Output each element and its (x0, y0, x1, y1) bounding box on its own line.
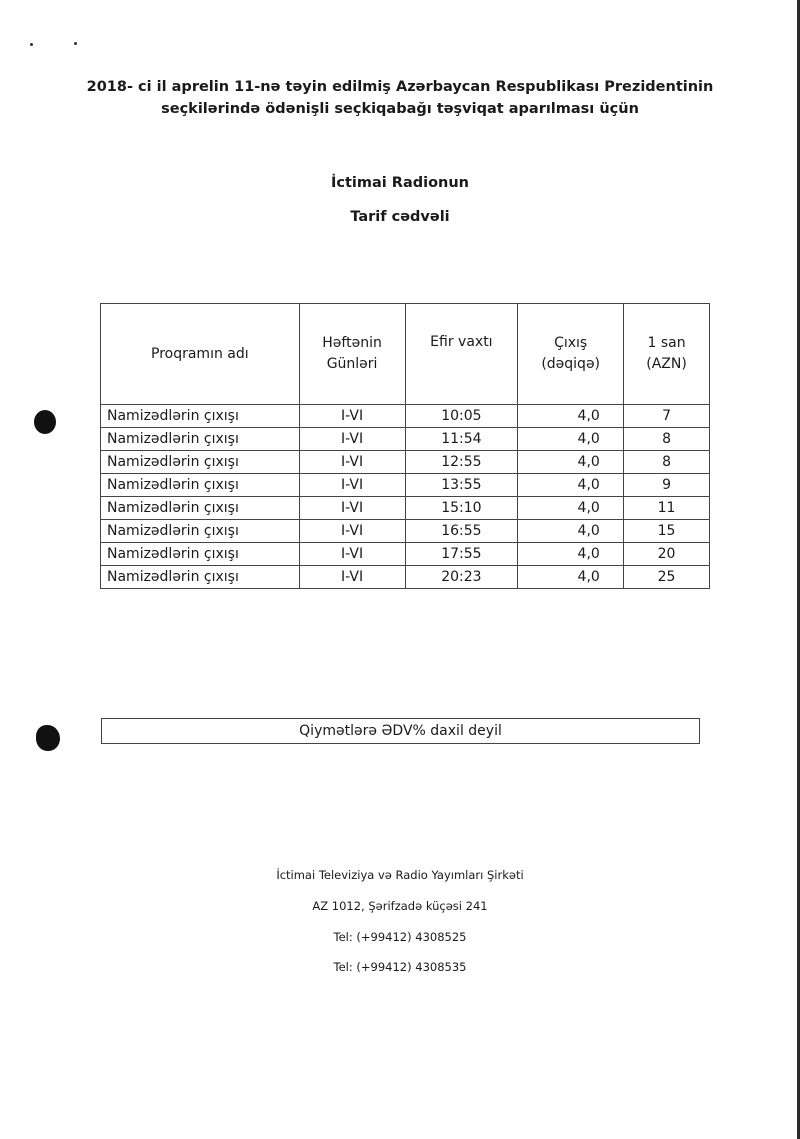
cell-price: 8 (624, 428, 710, 451)
cell-duration: 4,0 (518, 497, 624, 520)
cell-price: 25 (624, 566, 710, 589)
cell-program: Namizədlərin çıxışı (101, 428, 300, 451)
cell-price: 8 (624, 451, 710, 474)
cell-program: Namizədlərin çıxışı (101, 543, 300, 566)
cell-days: I-VI (299, 405, 405, 428)
cell-time: 16:55 (405, 520, 518, 543)
cell-program: Namizədlərin çıxışı (101, 497, 300, 520)
scan-speck (30, 43, 33, 46)
table-row (101, 497, 710, 520)
table-row (101, 520, 710, 543)
cell-duration: 4,0 (518, 566, 624, 589)
cell-program: Namizədlərin çıxışı (101, 566, 300, 589)
header-duration: Çıxış (dəqiqə) (518, 304, 624, 405)
cell-time: 13:55 (405, 474, 518, 497)
punch-hole (34, 410, 56, 434)
cell-duration: 4,0 (518, 543, 624, 566)
cell-days: I-VI (299, 428, 405, 451)
table-row (101, 451, 710, 474)
cell-time: 15:10 (405, 497, 518, 520)
cell-price: 7 (624, 405, 710, 428)
table-row (101, 566, 710, 589)
cell-duration: 4,0 (518, 474, 624, 497)
footer-phone-1: Tel: (+99412) 4308525 (333, 930, 467, 944)
header-price: 1 san (AZN) (624, 304, 710, 405)
document-title: Tarif cədvəli (350, 209, 450, 225)
cell-price: 11 (624, 497, 710, 520)
cell-program: Namizədlərin çıxışı (101, 474, 300, 497)
organization-name: İctimai Radionun (330, 175, 470, 191)
cell-days: I-VI (299, 520, 405, 543)
cell-price: 15 (624, 520, 710, 543)
table-row (101, 405, 710, 428)
heading-line-1: 2018- ci il aprelin 11-nə təyin edilmiş Azərbaycan Respublikası Prezidentinin (86, 79, 714, 95)
cell-program: Namizədlərin çıxışı (101, 405, 300, 428)
table-row (101, 428, 710, 451)
cell-time: 12:55 (405, 451, 518, 474)
cell-price: 20 (624, 543, 710, 566)
header-program-name: Proqramın adı (101, 304, 300, 405)
cell-program: Namizədlərin çıxışı (101, 451, 300, 474)
cell-days: I-VI (299, 543, 405, 566)
table-row (101, 543, 710, 566)
cell-days: I-VI (299, 474, 405, 497)
heading-line-2: seçkilərində ödənişli seçkiqabağı təşviqat aparılması üçün (161, 101, 639, 117)
cell-program: Namizədlərin çıxışı (101, 520, 300, 543)
cell-duration: 4,0 (518, 428, 624, 451)
cell-time: 20:23 (405, 566, 518, 589)
cell-time: 10:05 (405, 405, 518, 428)
cell-duration: 4,0 (518, 451, 624, 474)
document-heading (0, 76, 800, 120)
cell-days: I-VI (299, 497, 405, 520)
vat-note: Qiymətlərə ƏDV% daxil deyil (101, 718, 700, 744)
cell-days: I-VI (299, 566, 405, 589)
cell-duration: 4,0 (518, 520, 624, 543)
tariff-table (100, 303, 710, 589)
punch-hole (36, 725, 60, 751)
scan-speck (74, 42, 77, 45)
table-header-row (101, 304, 710, 405)
header-air-time: Efir vaxtı (405, 304, 518, 405)
cell-duration: 4,0 (518, 405, 624, 428)
table-row (101, 474, 710, 497)
cell-price: 9 (624, 474, 710, 497)
footer-phone-2: Tel: (+99412) 4308535 (333, 960, 467, 974)
cell-days: I-VI (299, 451, 405, 474)
footer-address: AZ 1012, Şərifzadə küçəsi 241 (312, 899, 488, 913)
footer-company: İctimai Televiziya və Radio Yayımları Şirkəti (276, 868, 524, 882)
cell-time: 17:55 (405, 543, 518, 566)
cell-time: 11:54 (405, 428, 518, 451)
header-weekdays: Həftənin Günləri (299, 304, 405, 405)
